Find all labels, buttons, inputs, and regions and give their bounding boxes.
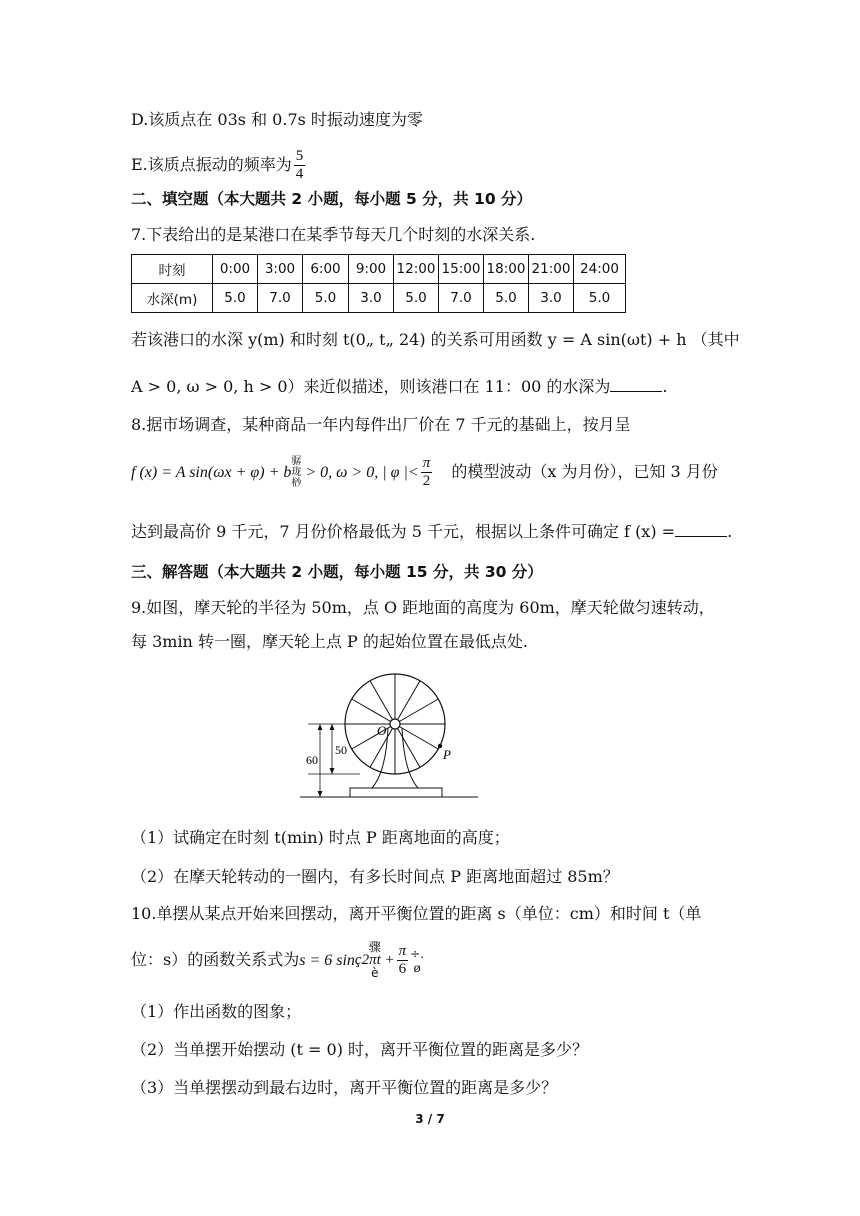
table-cell: 5.0 (574, 284, 626, 313)
formula-artifact-stack-right (410, 947, 424, 975)
table-cell: 18:00 (484, 255, 529, 284)
q10-sub-3: （3）当单摆摆动到最右边时，离开平衡位置的距离是多少？ (131, 1078, 558, 1097)
table-cell: 7.0 (258, 284, 303, 313)
table-cell: 5.0 (303, 284, 349, 313)
row-header-depth: 水深(m) (132, 284, 213, 313)
table-cell: 21:00 (529, 255, 574, 284)
fraction-denominator: 4 (295, 166, 304, 182)
option-e (131, 148, 307, 183)
q10-formula: s = 6 sin (299, 952, 355, 969)
table-cell: 5.0 (213, 284, 258, 313)
arrow-head (330, 768, 335, 774)
table-cell: 3.0 (349, 284, 394, 313)
hub-circle (390, 719, 400, 729)
q8-line-2 (131, 452, 718, 493)
q10-line-2 (131, 937, 424, 984)
formula-artifact: ø (413, 960, 421, 975)
q10-sub-1: （1）作出函数的图象； (131, 1002, 302, 1021)
point-p-dot (438, 744, 442, 748)
q8-line-3-text: 达到最高价 9 千元，7 月份价格最低为 5 千元，根据以上条件可确定 f (x) = (131, 522, 676, 541)
q8-formula: f (x) = A sin(ωx + φ) + b (131, 464, 292, 481)
q9-sub-2: （2）在摩天轮转动的一圈内，有多长时间点 P 距离地面超过 85m？ (131, 867, 619, 886)
q8-formula-conditions: > 0, ω > 0, | φ |< (305, 464, 419, 481)
q8-line-3-end: . (727, 522, 733, 541)
q8-line-2-tail: 的模型波动（x 为月份），已知 3 月份 (451, 462, 718, 481)
q7-line-2-text: A > 0, ω > 0, h > 0）来近似描述，则该港口在 11：00 的水深为 (131, 377, 611, 396)
option-e-text: E.该质点振动的频率为 (131, 155, 292, 174)
answer-blank (610, 375, 662, 392)
formula-artifact: è (371, 966, 379, 980)
arrow-head (318, 791, 323, 797)
q9-sub-1: （1）试确定在时刻 t(min) 时点 P 距离地面的高度； (131, 828, 510, 847)
table-cell: 3.0 (529, 284, 574, 313)
q7-line-2-end: . (662, 377, 668, 396)
table-cell: 7.0 (439, 284, 484, 313)
dim-label-60: 60 (306, 753, 318, 767)
formula-artifact: 骣 珑 桫 (291, 456, 302, 489)
fraction-denominator: 6 (398, 961, 407, 977)
table-cell: 15:00 (439, 255, 484, 284)
fraction-numerator: 5 (295, 148, 304, 164)
q8-fraction (421, 455, 433, 490)
formula-artifact: 骤 (368, 940, 381, 954)
ferris-wheel-figure (300, 660, 480, 805)
option-d: D.该质点在 03s 和 0.7s 时振动速度为零 (131, 110, 423, 129)
answer-blank (675, 520, 727, 537)
q10-line-1: 10.单摆从某点开始来回摆动，离开平衡位置的距离 s（单位：cm）和时间 t（单 (131, 904, 702, 923)
water-depth-table (131, 254, 626, 313)
section-2-heading: 二、填空题（本大题共 2 小题，每小题 5 分，共 10 分） (131, 190, 533, 208)
label-o: O (377, 723, 387, 738)
q9-line-1: 9.如图，摩天轮的半径为 50m，点 O 距地面的高度为 60m，摩天轮做匀速转动， (131, 598, 715, 617)
q7-line-2 (131, 375, 668, 399)
fraction-numerator: π (422, 455, 431, 471)
label-p: P (443, 747, 451, 762)
table-cell: 5.0 (394, 284, 439, 313)
q7-line-1: 若该港口的水深 y(m) 和时刻 t(0„ t„ 24) 的关系可用函数 y = A sin(ωt) + h （其中 (131, 330, 740, 349)
option-e-fraction (294, 148, 306, 183)
wheel-base (350, 788, 442, 797)
table-row-depths (132, 284, 626, 313)
table-cell: 24:00 (574, 255, 626, 284)
q7-stem: 7.下表给出的是某港口在某季节每天几个时刻的水深关系. (131, 225, 536, 244)
formula-artifact-stack (355, 941, 395, 980)
table-cell: 3:00 (258, 255, 303, 284)
section-3-heading: 三、解答题（本大题共 2 小题，每小题 15 分，共 30 分） (131, 563, 543, 581)
table-cell: 5.0 (484, 284, 529, 313)
q9-line-2: 每 3min 转一圈，摩天轮上点 P 的起始位置在最低点处. (131, 632, 528, 651)
q10-sub-2: （2）当单摆开始摆动 (t = 0) 时，离开平衡位置的距离是多少？ (131, 1040, 589, 1059)
q8-line-3 (131, 520, 732, 544)
table-cell: 12:00 (394, 255, 439, 284)
fraction-numerator: π (398, 943, 407, 959)
formula-artifact: ÷. (410, 946, 425, 961)
q10-formula-arg: ç2πt + (354, 952, 395, 968)
row-header-time: 时刻 (132, 255, 213, 284)
q10-line-2-text: 位：s）的函数关系式为 (131, 950, 300, 969)
page-number: 3 / 7 (415, 1112, 445, 1126)
table-cell: 0:00 (213, 255, 258, 284)
arrow-head (330, 724, 335, 730)
arrow-head (318, 724, 323, 730)
table-cell: 6:00 (303, 255, 349, 284)
table-row-times (132, 255, 626, 284)
table-cell: 9:00 (349, 255, 394, 284)
q8-line-1: 8.据市场调查，某种商品一年内每件出厂价在 7 千元的基础上，按月呈 (131, 415, 631, 434)
dim-label-50: 50 (335, 743, 347, 757)
fraction-denominator: 2 (422, 473, 431, 489)
q10-fraction (397, 943, 409, 978)
